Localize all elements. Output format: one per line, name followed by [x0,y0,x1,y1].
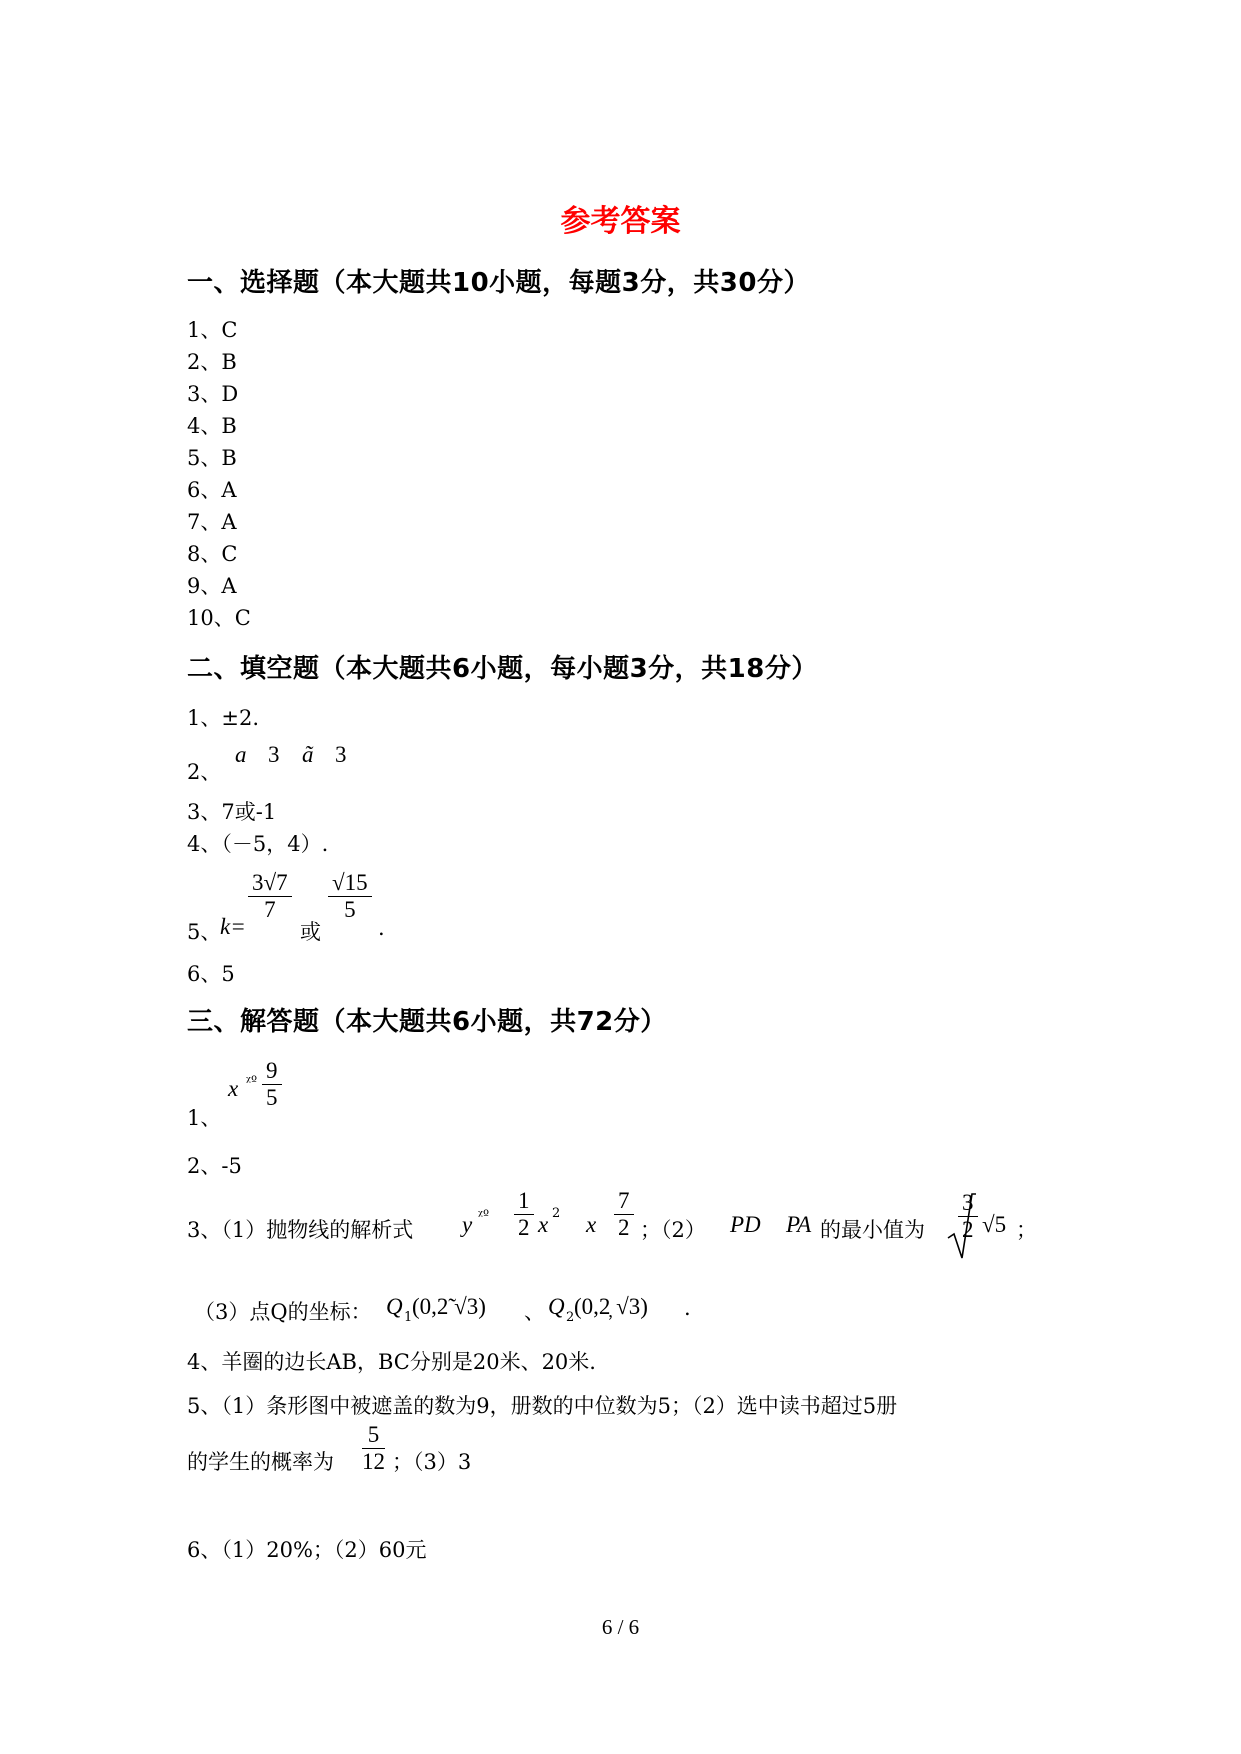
s3-q3-frac1-den: 2 [518,1215,530,1240]
s3-answer-5-line1: 5、（1）条形图中被遮盖的数为9，册数的中位数为5；（2）选中读书超过5册 [187,1394,898,1418]
s3-q3-semicolon: ； [1016,1218,1037,1242]
s3-q3-fraction-2 [614,1188,634,1241]
s3-q5-fraction [362,1422,385,1475]
s1-answer-8: 8、C [187,542,238,566]
s1-answer-9: 9、A [187,574,237,598]
s2-q5-frac1-num: 3√7 [252,870,288,895]
page-number: 6 / 6 [601,1615,640,1639]
s2-q5-or: 或 [300,920,321,944]
s3-answer-1-label: 1、 [187,1106,222,1130]
s3-q1-symbol: ᵡº [246,1074,258,1089]
s2-q2-term-3a: 3 [268,742,280,767]
s3-q3-frac2-den: 2 [618,1215,630,1240]
s2-answer-2-label: 2、 [187,760,222,784]
s1-answer-4: 4、B [187,414,237,438]
s3-q3-Q1: Q [386,1294,403,1319]
s3-answer-4: 4、羊圈的边长AB，BC分别是20米、20米. [187,1350,596,1374]
s3-answer-3-label: 3、（1）抛物线的解析式 [187,1218,414,1242]
s2-answer-4: 4、（－5，4）. [187,832,329,856]
s3-q1-frac-num: 9 [266,1058,278,1083]
s3-q3-frac2-num: 7 [618,1188,630,1213]
section2-heading: 二、填空题（本大题共6小题，每小题3分，共18分） [187,654,818,684]
s3-q3-Q2-sub: 2 [566,1310,575,1325]
s3-q3-sqrt-den: 2 [962,1217,974,1242]
s3-q3-superscript: 2 [552,1206,561,1221]
s3-q1-x: x [228,1076,239,1101]
s3-answer-6: 6、（1）20%；（2）60元 [187,1538,427,1562]
s3-q3-Q1-sub: 1 [404,1310,413,1325]
s3-q3-separator: 、 [524,1300,545,1324]
s1-answer-7: 7、A [187,510,237,534]
s2-q5-frac1-den: 7 [264,897,276,922]
s3-q3-period: . [684,1296,691,1320]
s3-q3-min-value-text: 的最小值为 [820,1218,925,1242]
s3-q3-symbol: ᵡº [478,1208,490,1223]
s3-q3-part3: （3）点Q的坐标： [194,1300,372,1324]
s3-q3-pd: PD [730,1212,761,1237]
s3-answer-2: 2、-5 [187,1154,242,1178]
s2-q5-k: k= [220,914,246,939]
s2-answer-5-label: 5、 [187,920,222,944]
s2-q5-period: . [378,916,385,940]
s2-q5-frac2-den: 5 [344,897,356,922]
s3-answer-5-line2-pre: 的学生的概率为 [187,1450,334,1474]
s1-answer-10: 10、C [187,606,251,630]
s3-q1-fraction [262,1058,282,1111]
s2-q2-term-3b: 3 [335,742,347,767]
s2-q2-term-atilde: ã [302,742,314,767]
s3-q3-frac1-num: 1 [518,1188,530,1213]
s3-q3-Q2-value: (0,2̦ √3) [574,1294,648,1319]
s3-q3-part2: ；（2） [640,1218,706,1242]
s3-q3-sqrt-fraction [958,1190,978,1243]
s3-q3-sqrt5: √5 [982,1212,1007,1237]
s2-q5-frac2-num: √15 [332,870,368,895]
s3-q3-sqrt-num: 3 [962,1190,974,1215]
s1-answer-3: 3、D [187,382,239,406]
s2-answer-3: 3、7或-1 [187,800,277,824]
s2-answer-1: 1、±2. [187,706,259,730]
s3-q1-frac-den: 5 [266,1085,278,1110]
s3-answer-5-line2-post: ；（3）3 [392,1450,472,1474]
s2-answer-6: 6、5 [187,962,235,986]
s2-q5-fraction-1 [248,870,292,923]
s1-answer-5: 5、B [187,446,237,470]
s3-q3-pa: PA [786,1212,812,1237]
s3-q3-x: x [586,1212,597,1237]
s3-q3-x-squared: x [538,1212,549,1237]
s2-q5-fraction-2 [328,870,372,923]
s3-q3-fraction-1 [514,1188,534,1241]
section3-heading: 三、解答题（本大题共6小题，共72分） [187,1007,667,1037]
s1-answer-2: 2、B [187,350,237,374]
s1-answer-6: 6、A [187,478,237,502]
section1-heading: 一、选择题（本大题共10小题，每题3分，共30分） [187,268,810,298]
s3-q5-frac-num: 5 [367,1422,380,1447]
s3-q5-frac-den: 12 [362,1449,385,1474]
s3-q3-Q1-value: (0,2̃ √3) [412,1294,486,1319]
s1-answer-1: 1、C [187,318,238,342]
s3-q3-y: y [462,1212,473,1237]
s2-q2-term-a: a [235,742,247,767]
s3-q3-Q2: Q [548,1294,565,1319]
page-title: 参考答案 [560,204,681,239]
